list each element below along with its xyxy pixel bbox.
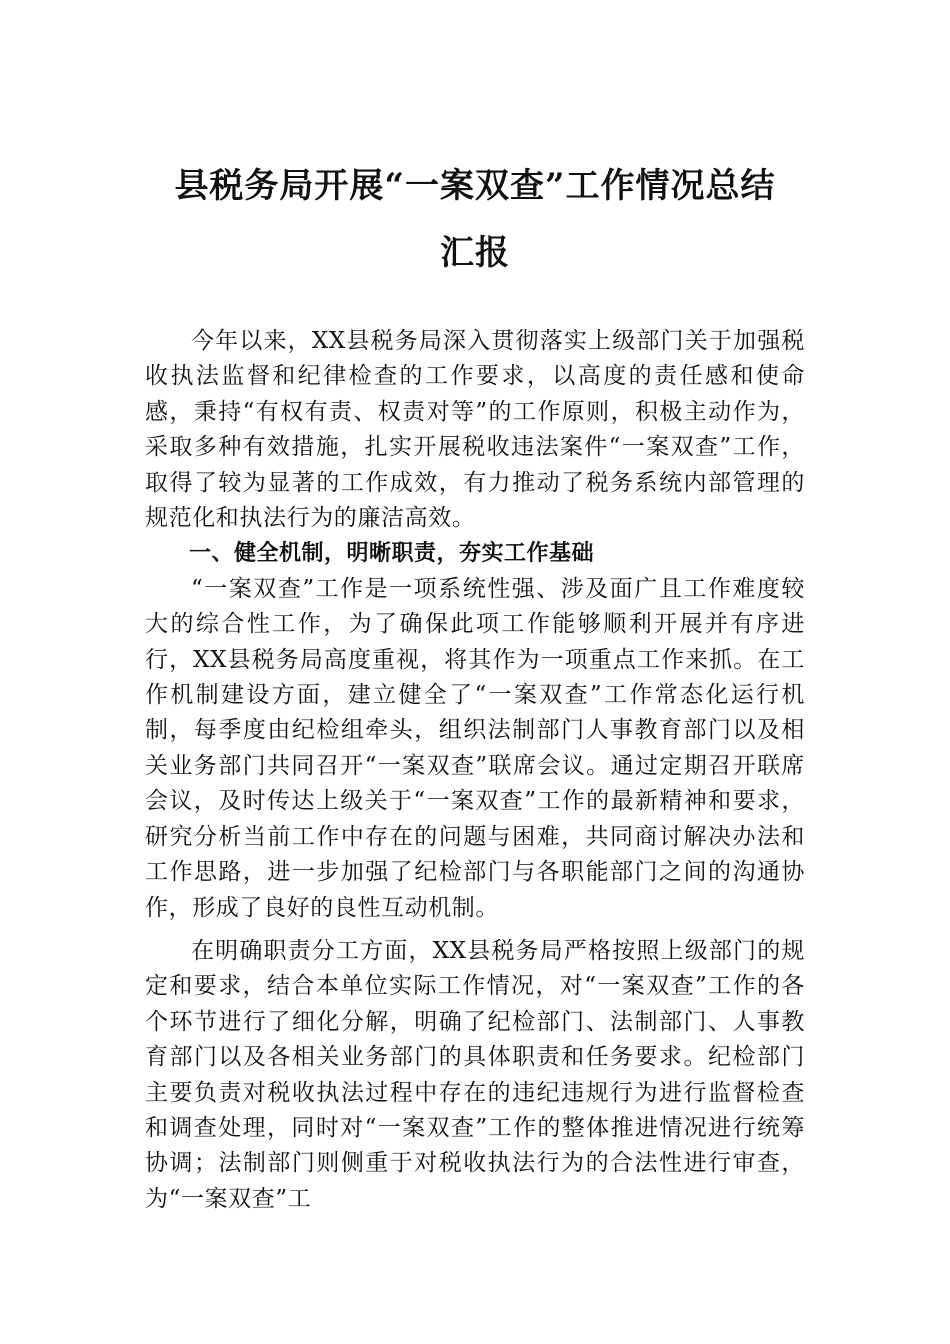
paragraph-intro: 今年以来，XX县税务局深入贯彻落实上级部门关于加强税收执法监督和纪律检查的工作要求，以高度的责任感和使命感，秉持“有权有责、权责对等”的工作原则，积极主动作为，采取多种有效措施，扎实开展税收违法案件“一案双查”工作，取得了较为显著的工作成效，有力推动了税务系统内部管理的规范化和执法行为的廉洁高效。 (145, 328, 805, 532)
document-title-line2: 汇报 (440, 233, 510, 273)
document-title-line1: 县税务局开展“一案双查”工作情况总结 (174, 166, 776, 206)
document-body (145, 324, 805, 1217)
paragraph-responsibilities: 在明确职责分工方面，XX县税务局严格按照上级部门的规定和要求，结合本单位实际工作情况，对“一案双查”工作的各个环节进行了细化分解，明确了纪检部门、法制部门、人事教育部门以及各相关业务部门的具体职责和任务要求。纪检部门主要负责对税收执法过程中存在的违纪违规行为进行监督检查和调查处理，同时对“一案双查”工作的整体推进情况进行统筹协调；法制部门则侧重于对税收执法行为的合法性进行审查，为“一案双查”工 (145, 937, 805, 1212)
section-heading-1: 一、健全机制，明晰职责，夯实工作基础 (189, 541, 595, 567)
paragraph-mechanism: “一案双查”工作是一项系统性强、涉及面广且工作难度较大的综合性工作，为了确保此项工作能够顺利开展并有序进行，XX县税务局高度重视，将其作为一项重点工作来抓。在工作机制建设方面，建立健全了“一案双查”工作常态化运行机制，每季度由纪检组牵头，组织法制部门人事教育部门以及相关业务部门共同召开“一案双查”联席会议。通过定期召开联席会议，及时传达上级关于“一案双查”工作的最新精神和要求，研究分析当前工作中存在的问题与困难，共同商讨解决办法和工作思路，进一步加强了纪检部门与各职能部门之间的沟通协作，形成了良好的良性互动机制。 (145, 575, 805, 921)
